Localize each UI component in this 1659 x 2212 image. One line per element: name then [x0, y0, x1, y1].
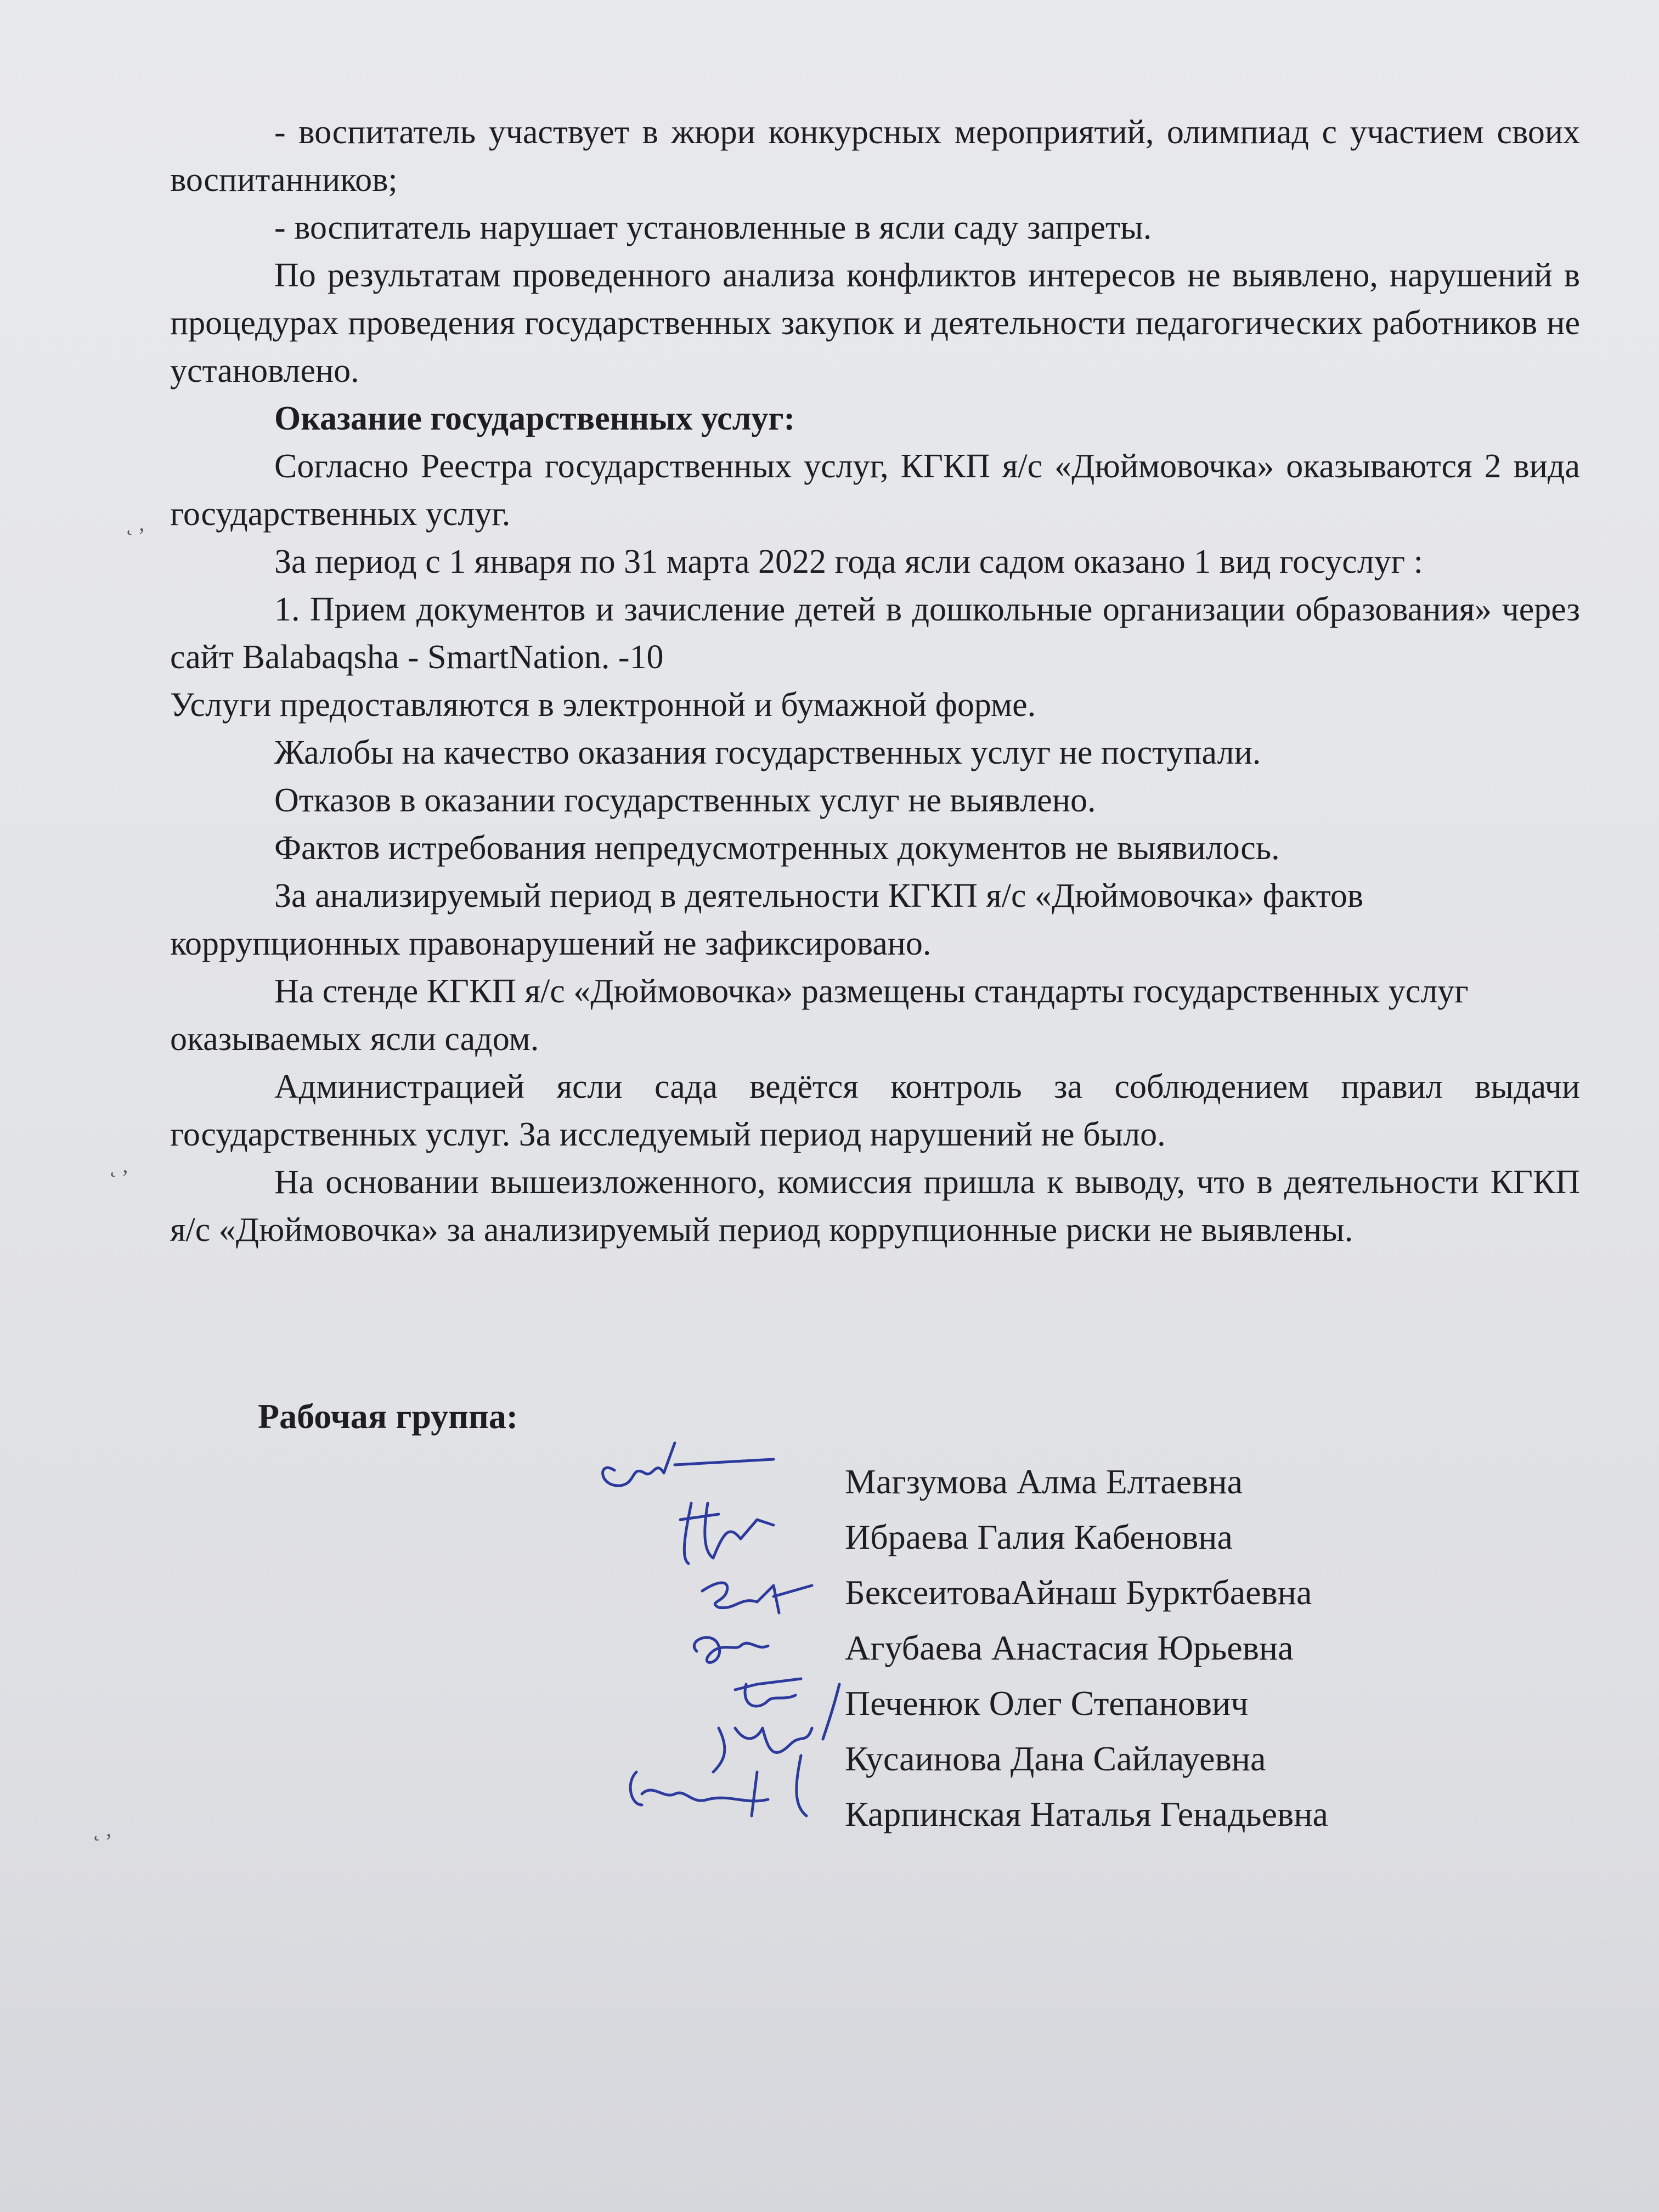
- margin-mark: ˛ ,: [126, 511, 145, 535]
- margin-mark: ˛ ,: [93, 1816, 112, 1841]
- paragraph-administration-control: Администрацией ясли сада ведётся контроль за соблюдением правил выдачи государственных услуг. За исследуемый период нарушений не было.: [170, 1068, 1580, 1153]
- member-name: Печенюк Олег Степанович: [845, 1684, 1249, 1723]
- paragraph-no-offenses: За анализируемый период в деятельности КГКП я/с «Дюймовочка» фактов коррупционных правонарушений не зафиксировано.: [170, 877, 1364, 962]
- paragraph-refusals: Отказов в оказании государственных услуг не выявлено.: [274, 782, 1096, 819]
- paragraph-complaints: Жалобы на качество оказания государственных услуг не поступали.: [274, 734, 1261, 771]
- paragraph-registry: Согласно Реестра государственных услуг, КГКП я/с «Дюймовочка» оказываются 2 вида государственных услуг.: [170, 448, 1580, 533]
- handwritten-signatures: [592, 1421, 845, 1838]
- member-name: Кусаинова Дана Сайлауевна: [845, 1739, 1266, 1778]
- paragraph-service-form: Услуги предоставляются в электронной и бумажной форме.: [170, 686, 1036, 724]
- member-name: Магзумова Алма Елтаевна: [845, 1462, 1243, 1501]
- document-body: [170, 109, 1580, 1254]
- section-heading-public-services: Оказание государственных услуг:: [274, 400, 795, 437]
- paragraph-period: За период с 1 января по 31 марта 2022 года ясли садом оказано 1 вид госуслуг :: [274, 543, 1423, 580]
- paragraph-standards-stand: На стенде КГКП я/с «Дюймовочка» размещены стандарты государственных услуг оказываемых ясли садом.: [170, 973, 1469, 1058]
- working-group-members: [845, 1454, 1328, 1842]
- working-group-heading: Рабочая группа:: [258, 1397, 518, 1436]
- paragraph-service-item: 1. Прием документов и зачисление детей в дошкольные организации образования» через сайт Balabaqsha - SmartNation. -10: [170, 591, 1580, 676]
- paragraph-conclusion: На основании вышеизложенного, комиссия пришла к выводу, что в деятельности КГКП я/с «Дюймовочка» за анализируемый период коррупционные риски не выявлены.: [170, 1164, 1580, 1249]
- paragraph-jury: - воспитатель участвует в жюри конкурсных мероприятий, олимпиад с участием своих воспитанников;: [170, 114, 1580, 199]
- paragraph-extra-documents: Фактов истребования непредусмотренных документов не выявилось.: [274, 830, 1280, 867]
- margin-mark: ˛ ,: [110, 1153, 128, 1177]
- member-name: Ибраева Галия Кабеновна: [845, 1517, 1233, 1556]
- paragraph-analysis-result: По результатам проведенного анализа конфликтов интересов не выявлено, нарушений в процедурах проведения государственных закупок и деятельности педагогических работников не установлено.: [170, 257, 1580, 390]
- member-name: Агубаева Анастасия Юрьевна: [845, 1628, 1294, 1667]
- signature-ink: [603, 1443, 839, 1816]
- paragraph-prohibitions: - воспитатель нарушает установленные в ясли саду запреты.: [274, 209, 1152, 246]
- member-name: БексеитоваАйнаш Бурктбаевна: [845, 1573, 1312, 1612]
- member-name: Карпинская Наталья Генадьевна: [845, 1795, 1328, 1833]
